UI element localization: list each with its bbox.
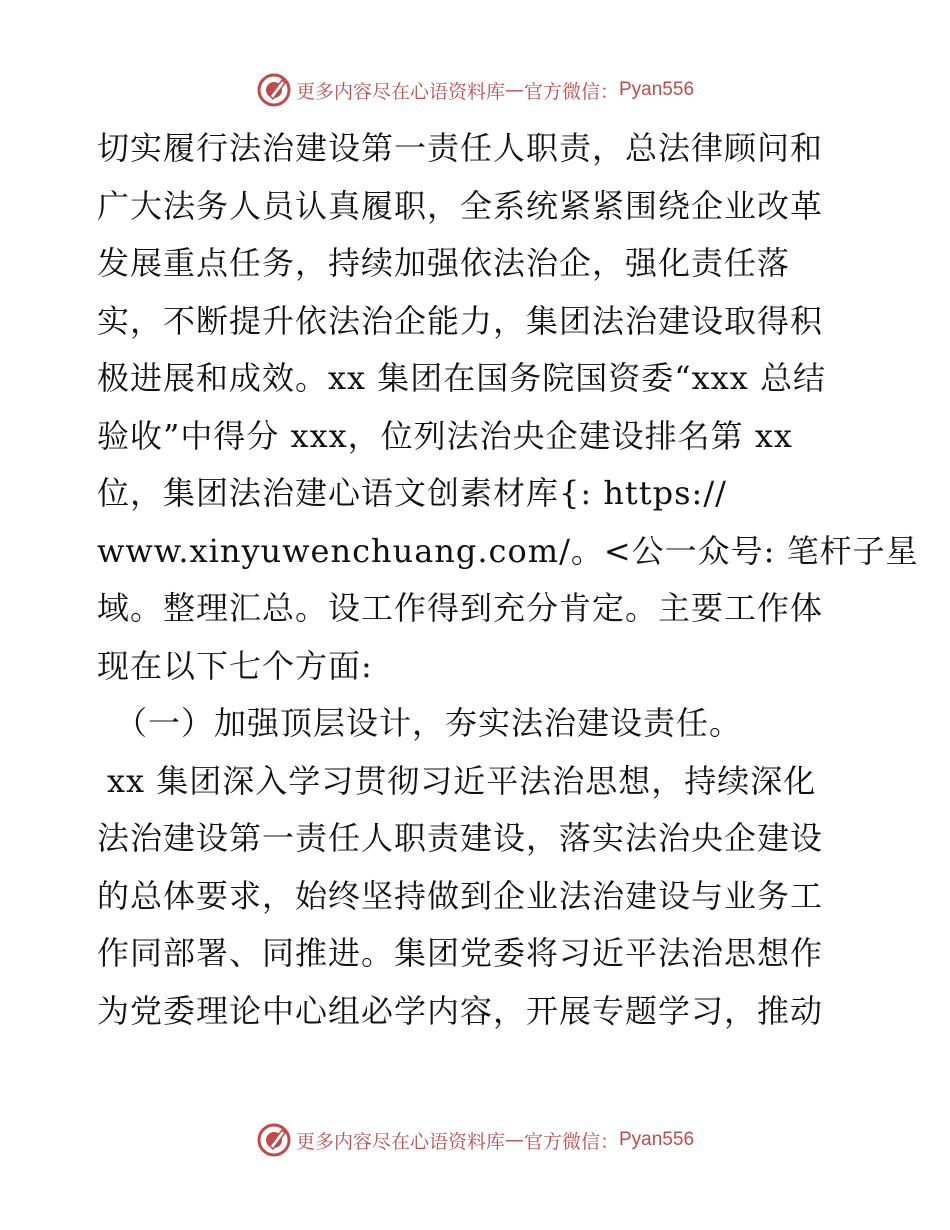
text-line: 作同部署、同推进。集团党委将习近平法治思想作 <box>97 934 824 972</box>
text-line: 实，不断提升依法治企能力，集团法治建设取得积 <box>97 301 824 340</box>
text-line: 发展重点任务，持续加强依法治企，强化责任落 <box>97 244 791 282</box>
pen-logo-icon <box>256 1122 292 1158</box>
text-line: 为党委理论中心组必学内容，开展专题学习，推动 <box>97 991 824 1030</box>
text-line: 的总体要求，始终坚持做到企业法治建设与业务工 <box>97 876 824 915</box>
text-line: 法治建设第一责任人职责建设，落实法治央企建设 <box>97 819 824 857</box>
text-line: 位，集团法治建心语文创素材库{: https:// <box>97 474 727 512</box>
watermark-dash: — <box>504 1129 524 1151</box>
text-line: 域。整理汇总。设工作得到充分肯定。主要工作体 <box>97 589 824 627</box>
watermark-dash: — <box>504 79 524 101</box>
watermark-wechat-id: Pyan556 <box>619 79 695 100</box>
watermark-text: 更多内容尽在心语资料库 <box>295 1130 505 1153</box>
text-line: xx 集团深入学习贯彻习近平法治思想，持续深化 <box>107 761 817 800</box>
text-line: 现在以下七个方面: <box>97 646 373 685</box>
text-line: 广大法务人员认真履职，全系统紧紧围绕企业改革 <box>97 186 824 225</box>
section-heading: （一）加强顶层设计，夯实法治建设责任。 <box>115 704 743 742</box>
watermark-text: 更多内容尽在心语资料库 <box>295 80 505 103</box>
watermark-official-label: 官方微信： <box>523 1130 619 1153</box>
watermark-wechat-id: Pyan556 <box>619 1129 695 1150</box>
watermark-header <box>0 70 950 110</box>
watermark-official-label: 官方微信： <box>523 80 619 103</box>
paragraph-1 <box>97 120 919 695</box>
paragraph-2 <box>97 753 857 1041</box>
document-body <box>97 120 919 1040</box>
text-line: 切实履行法治建设第一责任人职责，总法律顾问和 <box>97 129 824 167</box>
pen-logo-icon <box>256 72 292 108</box>
text-line: www.xinyuwenchuang.com/。<公一众号: 笔杆子星 <box>97 531 919 570</box>
text-line: 验收”中得分 xxx，位列法治央企建设排名第 xx <box>97 416 793 455</box>
watermark-footer <box>0 1120 950 1160</box>
text-line: 极进展和成效。xx 集团在国务院国资委“xxx 总结 <box>97 359 826 397</box>
